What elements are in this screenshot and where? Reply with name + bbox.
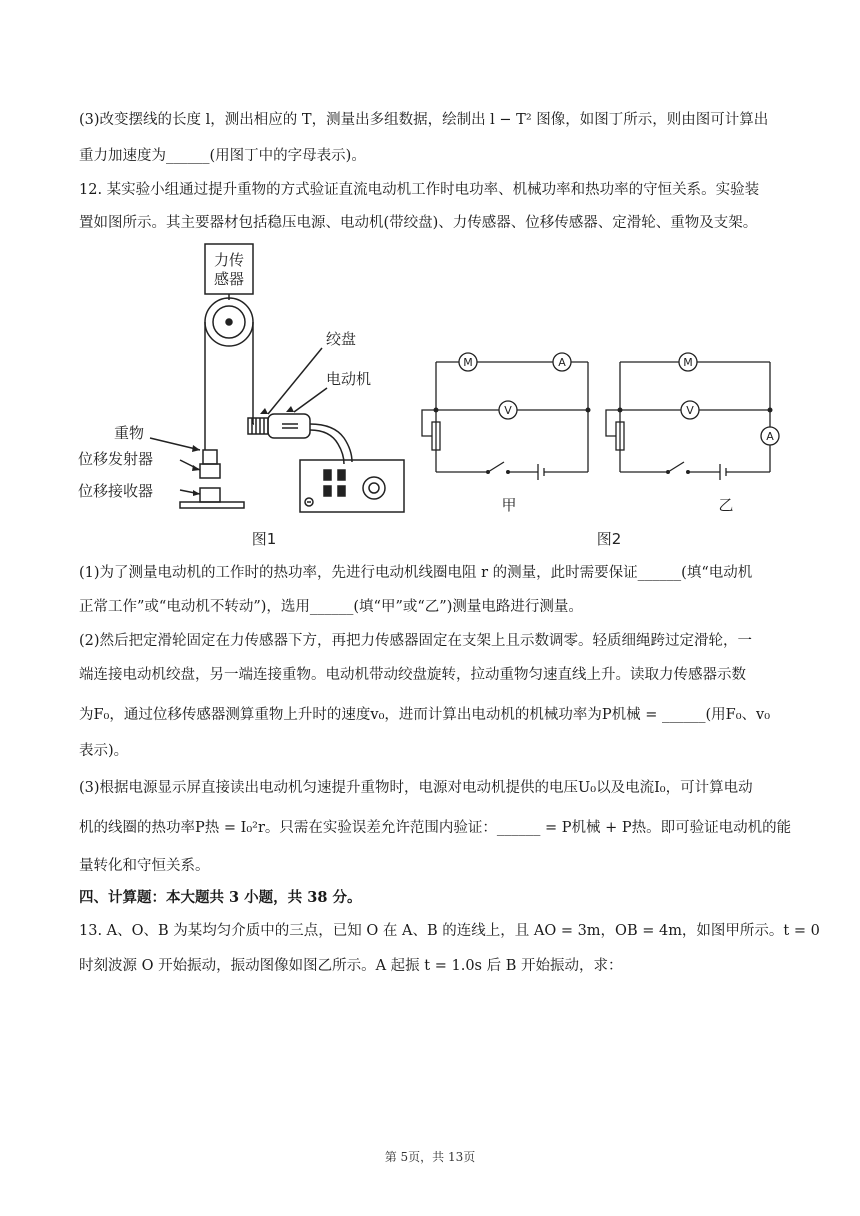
- circuit-b-label: 乙: [718, 496, 734, 514]
- weight-pointer: [150, 438, 200, 450]
- figure1-caption: 图1: [251, 530, 277, 548]
- motor-body: [268, 414, 310, 438]
- supply-knob: [363, 477, 385, 499]
- circuit-a-ammeter-symbol: A: [558, 356, 566, 369]
- circuit-a-motor-symbol: M: [463, 356, 473, 369]
- q12-part3-line2: 机的线圈的热功率P热 = I₀²r。只需在实验误差允许范围内验证：______ = P机械 + P热。即可验证电动机的能: [79, 820, 792, 836]
- q12-part2-line1: (2)然后把定滑轮固定在力传感器下方，再把力传感器固定在支架上且示数调零。轻质细绳跨过定滑轮，一: [79, 633, 753, 649]
- section-heading: 四、计算题：本大题共 3 小题，共 38 分。: [79, 889, 362, 906]
- q11-part3-line2: 重力加速度为______(用图丁中的字母表示)。: [79, 148, 366, 164]
- figure2-caption: 图2: [596, 530, 622, 548]
- emitter-label: 位移发射器: [78, 450, 154, 468]
- experiment-figures: [72, 238, 792, 558]
- q12-part2-line4: 表示)。: [79, 743, 129, 759]
- pulley-axle: [226, 319, 232, 325]
- displacement-emitter: [200, 464, 220, 478]
- motor-label: 电动机: [326, 370, 372, 388]
- page-footer: 第 5页，共 13页: [384, 1150, 476, 1164]
- q13-line2: 时刻波源 O 开始振动，振动图像如图乙所示。A 起振 t = 1.0s 后 B 开始振动，求：: [79, 958, 623, 974]
- q12-intro-line1: 12. 某实验小组通过提升重物的方式验证直流电动机工作时电功率、机械功率和热功率的守恒关系。实验装: [79, 182, 760, 198]
- displacement-receiver: [200, 488, 220, 502]
- q12-part2-line3: 为F₀，通过位移传感器测算重物上升时的速度v₀，进而计算出电动机的机械功率为P机械 = ______(用F₀、v₀: [79, 707, 771, 723]
- circuit-a-label: 甲: [501, 496, 517, 514]
- motor-pointer: [294, 388, 327, 412]
- sensor-label-2: 感器: [213, 270, 245, 288]
- q12-part3-line1: (3)根据电源显示屏直接读出电动机匀速提升重物时，电源对电动机提供的电压U₀以及电流I₀，可计算电动: [79, 780, 753, 796]
- figure-svg: [72, 238, 792, 558]
- base-plate: [180, 502, 244, 508]
- q12-part3-line3: 量转化和守恒关系。: [79, 858, 210, 874]
- q12-part2-line2: 端连接电动机绞盘，另一端连接重物。电动机带动绞盘旋转，拉动重物匀速直线上升。读取力传感器示数: [79, 667, 746, 683]
- circuit-b-ammeter-symbol: A: [766, 430, 774, 443]
- winch-label: 绞盘: [326, 330, 357, 348]
- winch-pointer: [268, 348, 322, 414]
- circuit-b-motor-symbol: M: [683, 356, 693, 369]
- circuit-a-voltmeter-symbol: V: [504, 404, 512, 417]
- q12-part1-line1: (1)为了测量电动机的工作时的热功率，先进行电动机线圈电阻 r 的测量，此时需要保证______(填“电动机: [79, 565, 753, 581]
- q12-part1-line2: 正常工作”或“电动机不转动”)，选用______(填“甲”或“乙”)测量电路进行测量。: [79, 599, 583, 615]
- winch-drum: [248, 418, 268, 434]
- receiver-label: 位移接收器: [78, 482, 154, 500]
- motor-arrowhead: [286, 406, 294, 412]
- q13-line1: 13. A、O、B 为某均匀介质中的三点，已知 O 在 A、B 的连线上，且 AO = 3m，OB = 4m，如图甲所示。t = 0: [79, 923, 820, 939]
- weight-label: 重物: [114, 424, 145, 442]
- winch-arrowhead: [260, 408, 268, 414]
- sensor-label-1: 力传: [213, 251, 245, 269]
- cable-2: [310, 430, 344, 464]
- power-supply: [300, 460, 404, 512]
- circuit-b-voltmeter-symbol: V: [686, 404, 694, 417]
- weight-arrowhead: [192, 445, 200, 452]
- q12-intro-line2: 置如图所示。其主要器材包括稳压电源、电动机(带绞盘)、力传感器、位移传感器、定滑轮、重物及支架。: [79, 215, 758, 231]
- q11-part3-line1: (3)改变摆线的长度 l，测出相应的 T，测量出多组数据，绘制出 l − T² 图像，如图丁所示，则由图可计算出: [79, 112, 769, 128]
- weight-block: [203, 450, 217, 464]
